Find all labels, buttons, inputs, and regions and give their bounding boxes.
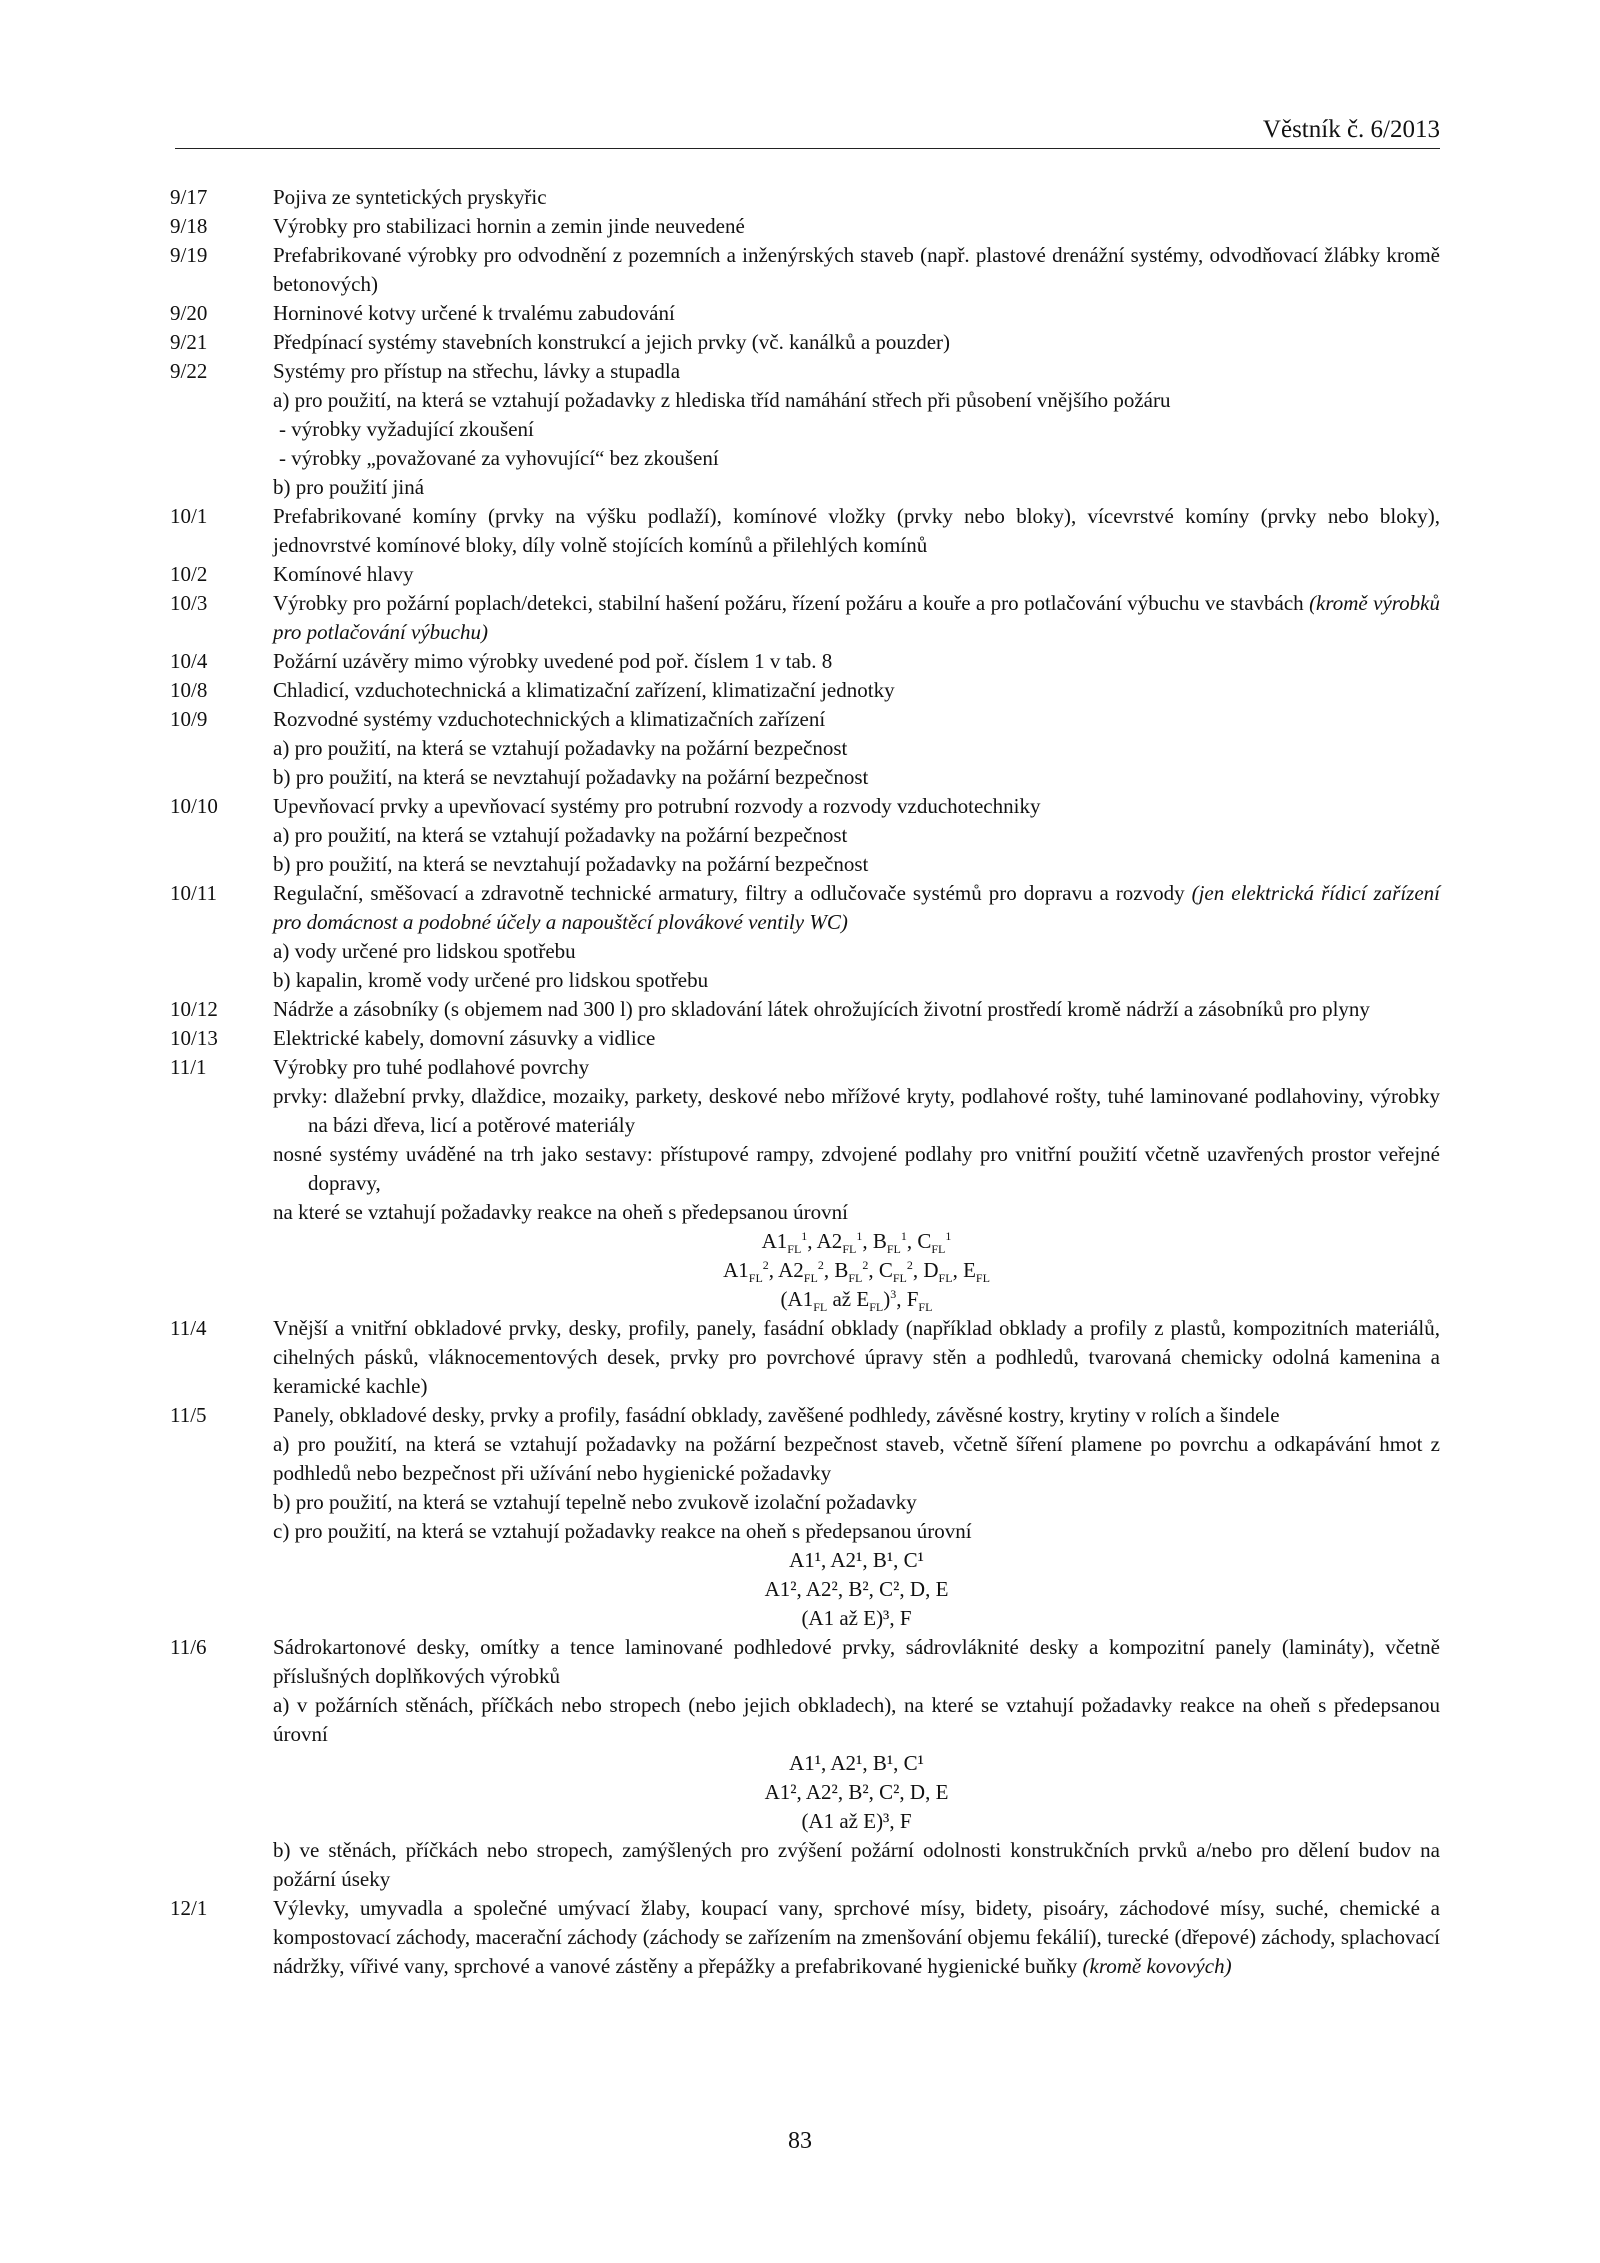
- entry-text: Požární uzávěry mimo výrobky uvedené pod poř. číslem 1 v tab. 8: [273, 649, 833, 673]
- sub-item: c) pro použití, na která se vztahují požadavky reakce na oheň s předepsanou úrovní: [273, 1519, 972, 1543]
- entry-code: 9/20: [170, 301, 208, 325]
- entry-text: Systémy pro přístup na střechu, lávky a stupadla: [273, 359, 681, 383]
- entry-code: 9/21: [170, 330, 208, 354]
- entry-11-5: [170, 1401, 1440, 1633]
- entry-code: 10/12: [170, 997, 218, 1021]
- sub-item: a) pro použití, na která se vztahují požadavky z hlediska tříd namáhání střech při působení vnějšího požáru: [273, 388, 1171, 412]
- sub-item: b) pro použití, na která se vztahují tepelně nebo zvukově izolační požadavky: [273, 1490, 917, 1514]
- entry-text: Výrobky pro požární poplach/detekci, stabilní hašení požáru, řízení požáru a kouře a pro potlačování výbuchu ve stavbách: [273, 591, 1304, 615]
- sub-item: nosné systémy uváděné na trh jako sestavy: přístupové rampy, zdvojené podlahy pro vnitřní použití včetně uzavřených prostor veřejné dopravy,: [273, 1142, 1440, 1195]
- entry-code: 10/3: [170, 591, 208, 615]
- entry-10-8: [170, 676, 1440, 705]
- entry-text: Předpínací systémy stavebních konstrukcí a jejich prvky (vč. kanálků a pouzder): [273, 330, 951, 354]
- entry-note: (kromě výrobků pro potlačování výbuchu): [273, 591, 1440, 644]
- sub-item: b) ve stěnách, příčkách nebo stropech, zamýšlených pro zvýšení požární odolnosti konstrukčních prvků a/nebo pro dělení budov na požární úseky: [273, 1838, 1440, 1891]
- entry-9-20: [170, 299, 1440, 328]
- entry-11-6: [170, 1633, 1440, 1894]
- sub-item: b) pro použití jiná: [273, 475, 425, 499]
- entry-code: 11/4: [170, 1316, 207, 1340]
- class-row-2: A1², A2², B², C², D, E: [764, 1577, 949, 1601]
- entry-10-11: [170, 879, 1440, 995]
- entry-code: 10/4: [170, 649, 208, 673]
- sub-item: - výrobky „považované za vyhovující“ bez zkoušení: [279, 446, 719, 470]
- sub-item: a) v požárních stěnách, příčkách nebo stropech (nebo jejich obkladech), na které se vztahují požadavky reakce na oheň s předepsanou úrovní: [273, 1693, 1440, 1746]
- fl-class-row-3: ($A1_{FL}$ až $E_{FL})^3$, $F_{FL}$: [780, 1287, 933, 1315]
- entry-text: Upevňovací prvky a upevňovací systémy pro potrubní rozvody a rozvody vzduchotechniky: [273, 794, 1041, 818]
- journal-title: Věstník č. 6/2013: [1262, 116, 1440, 143]
- entry-text: Panely, obkladové desky, prvky a profily, fasádní obklady, zavěšené podhledy, závěsné kostry, krytiny v rolích a šindele: [273, 1403, 1280, 1427]
- entry-text: Rozvodné systémy vzduchotechnických a klimatizačních zařízení: [273, 707, 826, 731]
- entry-text: Nádrže a zásobníky (s objemem nad 300 l) pro skladování látek ohrožujících životní prostředí kromě nádrží a zásobníků pro plyny: [273, 997, 1370, 1021]
- entry-code: 10/9: [170, 707, 208, 731]
- entry-note: (jen elektrická řídicí zařízení pro domácnost a podobné účely a napouštěcí plovákové ventily WC): [273, 881, 1440, 934]
- class-row-1: A1¹, A2¹, B¹, C¹: [789, 1751, 924, 1775]
- sub-item: a) pro použití, na která se vztahují požadavky na požární bezpečnost: [273, 823, 848, 847]
- class-row-1: A1¹, A2¹, B¹, C¹: [789, 1548, 924, 1572]
- class-row-3: (A1 až E)³, F: [801, 1606, 912, 1630]
- entry-code: 10/10: [170, 794, 218, 818]
- sub-item: - výrobky vyžadující zkoušení: [279, 417, 534, 441]
- entry-code: 10/11: [170, 881, 218, 905]
- sub-item: a) vody určené pro lidskou spotřebu: [273, 939, 576, 963]
- sub-item: prvky: dlažební prvky, dlaždice, mozaiky, parkety, deskové nebo mřížové kryty, podlahové rošty, tuhé laminované podlahoviny, výrobky na bázi dřeva, licí a potěrové materiály: [273, 1084, 1440, 1137]
- page-header: [175, 112, 1440, 149]
- entry-text: Horninové kotvy určené k trvalému zabudování: [273, 301, 675, 325]
- entry-10-12: [170, 995, 1440, 1024]
- entry-code: 11/1: [170, 1055, 207, 1079]
- entry-text: Výrobky pro tuhé podlahové povrchy: [273, 1055, 590, 1079]
- entry-10-10: [170, 792, 1440, 879]
- document-body: [170, 183, 1440, 1981]
- entry-10-3: [170, 589, 1440, 647]
- entry-10-13: [170, 1024, 1440, 1053]
- sub-item: b) pro použití, na která se nevztahují požadavky na požární bezpečnost: [273, 852, 869, 876]
- entry-10-2: [170, 560, 1440, 589]
- entry-text: Regulační, směšovací a zdravotně technické armatury, filtry a odlučovače systémů pro dopravu a rozvody: [273, 881, 1185, 905]
- entry-text: Komínové hlavy: [273, 562, 414, 586]
- entry-code: 10/13: [170, 1026, 218, 1050]
- entry-text: Prefabrikované výrobky pro odvodnění z pozemních a inženýrských staveb (např. plastové drenážní systémy, odvodňovací žlábky kromě betonových): [273, 243, 1440, 296]
- entry-code: 11/6: [170, 1635, 207, 1659]
- entry-note: (kromě kovových): [1082, 1954, 1232, 1978]
- entry-code: 10/1: [170, 504, 208, 528]
- entry-code: 9/22: [170, 359, 208, 383]
- entry-10-9: [170, 705, 1440, 792]
- class-row-2: A1², A2², B², C², D, E: [764, 1780, 949, 1804]
- fl-class-row-2: $A1_{FL}^2$, $A2_{FL}^2$, $B_{FL}^2$, $C_{FL}^2$, $D_{FL}$, $E_{FL}$: [723, 1258, 990, 1286]
- entry-9-17: [170, 183, 1440, 212]
- sub-item: b) pro použití, na která se nevztahují požadavky na požární bezpečnost: [273, 765, 869, 789]
- entry-9-18: [170, 212, 1440, 241]
- entry-10-1: [170, 502, 1440, 560]
- entry-code: 11/5: [170, 1403, 207, 1427]
- entry-code: 9/19: [170, 243, 208, 267]
- entry-9-19: [170, 241, 1440, 299]
- entry-12-1: [170, 1894, 1440, 1981]
- entry-9-21: [170, 328, 1440, 357]
- entry-code: 10/2: [170, 562, 208, 586]
- sub-item: b) kapalin, kromě vody určené pro lidskou spotřebu: [273, 968, 709, 992]
- sub-item: a) pro použití, na která se vztahují požadavky na požární bezpečnost staveb, včetně šíření plamene po povrchu a odkapávání hmot z podhledů nebo bezpečnost při užívání nebo hygienické požadavky: [273, 1432, 1440, 1485]
- entry-code: 10/8: [170, 678, 208, 702]
- entry-9-22: [170, 357, 1440, 502]
- sub-item: na které se vztahují požadavky reakce na oheň s předepsanou úrovní: [273, 1200, 848, 1224]
- entry-text: Prefabrikované komíny (prvky na výšku podlaží), komínové vložky (prvky nebo bloky), vícevrstvé komíny (prvky nebo bloky), jednovrstvé komínové bloky, díly volně stojících komínů a přilehlých komínů: [273, 504, 1440, 557]
- entry-code: 12/1: [170, 1896, 208, 1920]
- page-number: 83: [788, 2128, 812, 2154]
- sub-item: a) pro použití, na která se vztahují požadavky na požární bezpečnost: [273, 736, 848, 760]
- class-row-3: (A1 až E)³, F: [801, 1809, 912, 1833]
- fl-class-row-1: $A1_{FL}^1$, $A2_{FL}^1$, $B_{FL}^1$, $C_{FL}^1$: [761, 1229, 952, 1257]
- entry-text: Sádrokartonové desky, omítky a tence laminované podhledové prvky, sádrovláknité desky a kompozitní panely (lamináty), včetně příslušných doplňkových výrobků: [273, 1635, 1440, 1688]
- entry-11-1: [170, 1053, 1440, 1314]
- entry-text: Elektrické kabely, domovní zásuvky a vidlice: [273, 1026, 656, 1050]
- entry-11-4: [170, 1314, 1440, 1401]
- entry-text: Výlevky, umyvadla a společné umývací žlaby, koupací vany, sprchové mísy, bidety, pisoáry, záchodové mísy, suché, chemické a kompostovací záchody, macerační záchody (záchody se zařízením na zmenšování objemu fekálií), turecké (dřepové) záchody, splachovací nádržky, vířivé vany, sprchové a vanové zástěny a přepážky a prefabrikované hygienické buňky: [273, 1896, 1440, 1978]
- entry-code: 9/18: [170, 214, 208, 238]
- entry-text: Pojiva ze syntetických pryskyřic: [273, 185, 547, 209]
- entry-code: 9/17: [170, 185, 208, 209]
- entry-10-4: [170, 647, 1440, 676]
- entry-text: Vnější a vnitřní obkladové prvky, desky, profily, panely, fasádní obklady (například obklady a profily z plastů, kompozitních materiálů, cihelných pásků, vláknocementových desek, prvky pro povrchové úpravy stěn a podhledů, tvarovaná chemicky odolná kamenina a keramické kachle): [273, 1316, 1440, 1398]
- entry-text: Chladicí, vzduchotechnická a klimatizační zařízení, klimatizační jednotky: [273, 678, 895, 702]
- entry-text: Výrobky pro stabilizaci hornin a zemin jinde neuvedené: [273, 214, 745, 238]
